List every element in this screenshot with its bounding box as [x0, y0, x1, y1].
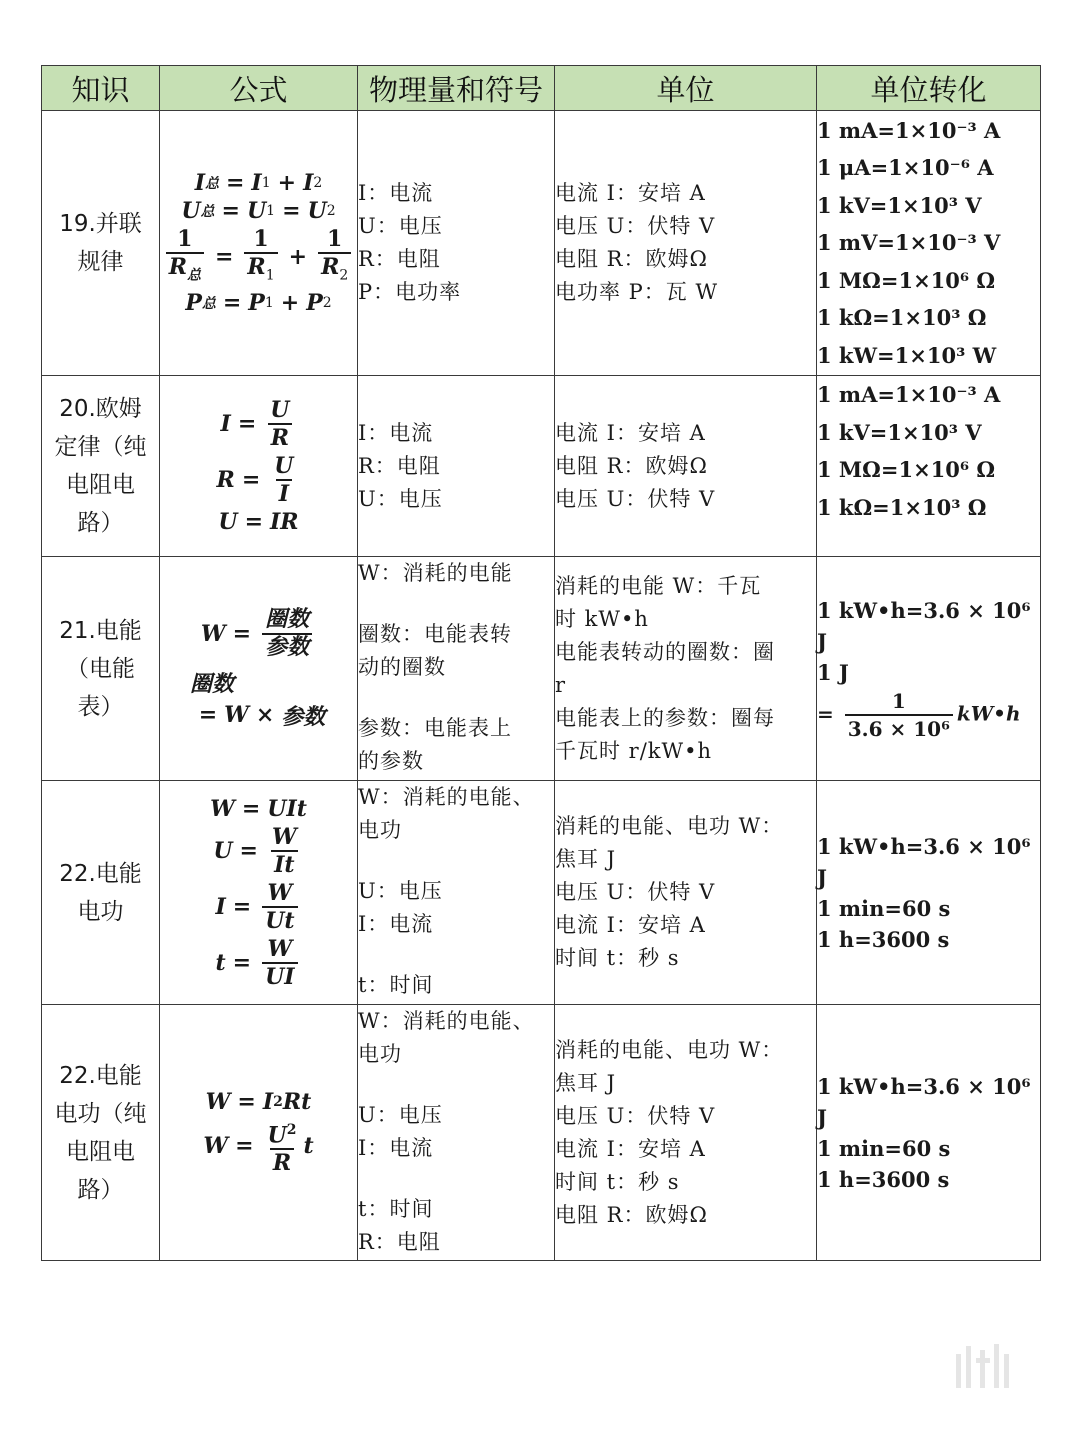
energy-meter-formulas: W = $\frac{\text{圈数}}{\text{参数}}$ 圈数 = W × 参数: [190, 606, 326, 730]
resistive-work-formulas: W = I 2 Rt W = $\frac{U^2}{R}$ t: [203, 1088, 314, 1177]
header-unit: 单位: [555, 66, 817, 111]
topic-cell: 22.电能 电功: [42, 781, 160, 1005]
formula-table: [41, 65, 1041, 1261]
quantity-cell: I：电流 R：电阻 U：电压: [358, 376, 555, 557]
quantity-cell: W：消耗的电能、 电功 U：电压 I：电流 t：时间 R：电阻: [358, 1005, 555, 1261]
work-formulas: W = UIt U = $\frac{W}{It}$ I = $\frac{W}{Ut}$ t = $\frac{W}{UI}$: [210, 795, 307, 990]
parallel-formulas: I 总 = I 1 + I 2 U 总 = U 1 = U 2 $\frac{1}{R_总}$ = $\frac{1}{R_1}$ + $\frac{1}{R_2}$ P 总 = P 1 + P 2: [160, 170, 357, 316]
unit-cell: 消耗的电能、电功 W： 焦耳 J 电压 U：伏特 V 电流 I：安培 A 时间 t：秒 s: [555, 781, 817, 1005]
formula-cell: [160, 557, 358, 781]
conversion-cell: 1 kW•h=3.6 × 10⁶ J 1 min=60 s 1 h=3600 s: [817, 781, 1041, 1005]
ohm-formulas: I = $\frac{U}{R}$ R = $\frac{U}{I}$ U = IR: [216, 397, 299, 535]
joule-conversion-formula: = $\frac{1}{\text{3.6 × 10⁶}}$ kW•h: [817, 689, 1021, 741]
table-row: [42, 781, 1041, 1005]
header-formula: 公式: [160, 66, 358, 111]
unit-cell: 消耗的电能、电功 W： 焦耳 J 电压 U：伏特 V 电流 I：安培 A 时间 t：秒 s 电阻 R：欧姆Ω: [555, 1005, 817, 1261]
table-row: [42, 111, 1041, 376]
unit-cell: 电流 I：安培 A 电压 U：伏特 V 电阻 R：欧姆Ω 电功率 P：瓦 W: [555, 111, 817, 376]
header-quantity-symbol: 物理量和符号: [358, 66, 555, 111]
conversion-cell: 1 kW•h=3.6 × 10⁶ J 1 min=60 s 1 h=3600 s: [817, 1005, 1041, 1261]
quantity-cell: W：消耗的电能 圈数：电能表转 动的圈数 参数：电能表上 的参数: [358, 557, 555, 781]
table-row: [42, 1005, 1041, 1261]
conversion-cell: 1 mA=1×10⁻³ A 1 kV=1×10³ V 1 MΩ=1×10⁶ Ω 1 kΩ=1×10³ Ω: [817, 376, 1041, 557]
unit-cell: 电流 I：安培 A 电阻 R：欧姆Ω 电压 U：伏特 V: [555, 376, 817, 557]
conversion-cell: 1 mA=1×10⁻³ A 1 μA=1×10⁻⁶ A 1 kV=1×10³ V 1 mV=1×10⁻³ V 1 MΩ=1×10⁶ Ω 1 kΩ=1×10³ Ω 1 kW=1×10³ W: [817, 111, 1041, 376]
watermark-logo-icon: [952, 1340, 1014, 1392]
formula-cell: [160, 111, 358, 376]
quantity-cell: I：电流 U：电压 R：电阻 P：电功率: [358, 111, 555, 376]
topic-cell: 22.电能 电功（纯 电阻电 路）: [42, 1005, 160, 1261]
header-knowledge: 知识: [42, 66, 160, 111]
header-row: [42, 66, 1041, 111]
formula-cell: [160, 376, 358, 557]
table-row: [42, 376, 1041, 557]
topic-cell: 20.欧姆 定律（纯 电阻电 路）: [42, 376, 160, 557]
topic-cell: 21.电能 （电能 表）: [42, 557, 160, 781]
conversion-cell: 1 kW•h=3.6 × 10⁶ J 1 J = $\frac{1}{\text{3.6 × 10⁶}}$ kW•h: [817, 557, 1041, 781]
quantity-cell: W：消耗的电能、 电功 U：电压 I：电流 t：时间: [358, 781, 555, 1005]
table-row: [42, 557, 1041, 781]
formula-cell: [160, 781, 358, 1005]
header-unit-conversion: 单位转化: [817, 66, 1041, 111]
topic-cell: 19.并联 规律: [42, 111, 160, 376]
unit-cell: 消耗的电能 W：千瓦 时 kW•h 电能表转动的圈数：圈 r 电能表上的参数：圈每 千瓦时 r/kW•h: [555, 557, 817, 781]
formula-cell: [160, 1005, 358, 1261]
